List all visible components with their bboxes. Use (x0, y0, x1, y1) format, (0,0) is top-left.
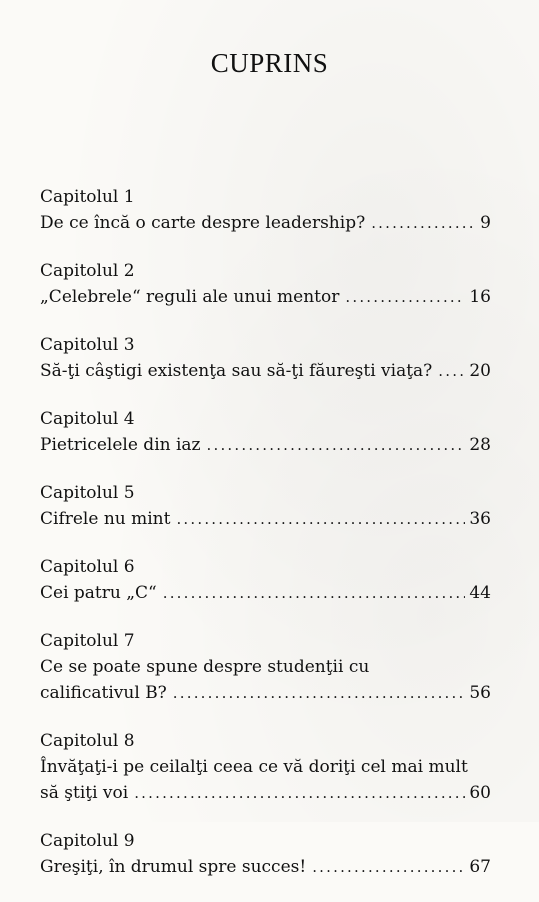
chapter-label: Capitolul 4 (40, 409, 135, 429)
page-number: 56 (469, 683, 491, 703)
page-number: 44 (469, 583, 491, 603)
chapter-label: Capitolul 3 (40, 335, 135, 355)
dot-leader (163, 580, 466, 606)
chapter-title-line (40, 506, 491, 532)
toc-entry (40, 184, 491, 236)
chapter-title: Pietricelele din iaz (40, 435, 201, 455)
toc-entry (40, 728, 491, 806)
chapter-title: Învăţaţi-i pe ceilalţi ceea ce vă doriţi cel mai mult (40, 757, 468, 777)
chapter-label: Capitolul 2 (40, 261, 135, 281)
dot-leader (438, 358, 465, 384)
page-number: 28 (469, 435, 491, 455)
chapter-title-line (40, 432, 491, 458)
chapter-label: Capitolul 7 (40, 631, 135, 651)
toc-entry (40, 828, 491, 880)
toc-entry (40, 628, 491, 706)
dot-leader (134, 780, 465, 806)
toc-entry (40, 554, 491, 606)
chapter-title-line (40, 654, 491, 680)
chapter-title-line (40, 284, 491, 310)
chapter-title-continued: calificativul B? (40, 683, 167, 703)
chapter-title-line (40, 210, 491, 236)
dot-leader (207, 432, 466, 458)
chapter-title: Cifrele nu mint (40, 509, 171, 529)
chapter-label: Capitolul 1 (40, 187, 135, 207)
chapter-title-line (40, 358, 491, 384)
chapter-label: Capitolul 5 (40, 483, 135, 503)
dot-leader (173, 680, 466, 706)
chapter-label: Capitolul 9 (40, 831, 135, 851)
chapter-title-line (40, 680, 491, 706)
table-of-contents (40, 184, 491, 902)
page-number: 16 (469, 287, 491, 307)
chapter-title: Cei patru „C“ (40, 583, 157, 603)
chapter-title: De ce încă o carte despre leadership? (40, 213, 366, 233)
chapter-title-line (40, 754, 491, 780)
page-number: 9 (480, 213, 491, 233)
chapter-title: Greşiţi, în drumul spre succes! (40, 857, 307, 877)
chapter-label: Capitolul 6 (40, 557, 135, 577)
toc-entry (40, 406, 491, 458)
page-number: 60 (469, 783, 491, 803)
dot-leader (176, 506, 465, 532)
chapter-title-line (40, 780, 491, 806)
chapter-title: Să-ţi câştigi existenţa sau să-ţi făureşti viaţa? (40, 361, 433, 381)
chapter-label: Capitolul 8 (40, 731, 135, 751)
page-number: 20 (469, 361, 491, 381)
dot-leader (312, 854, 465, 880)
chapter-title-line (40, 854, 491, 880)
chapter-title: „Celebrele“ reguli ale unui mentor (40, 287, 340, 307)
dot-leader (345, 284, 465, 310)
chapter-title: Ce se poate spune despre studenţii cu (40, 657, 370, 677)
toc-entry (40, 258, 491, 310)
page-number: 67 (469, 857, 491, 877)
dot-leader (371, 210, 476, 236)
page-title: CUPRINS (210, 48, 329, 78)
chapter-title-line (40, 580, 491, 606)
toc-entry (40, 332, 491, 384)
toc-entry (40, 480, 491, 532)
page-number: 36 (469, 509, 491, 529)
chapter-title-continued: să ştiţi voi (40, 783, 129, 803)
